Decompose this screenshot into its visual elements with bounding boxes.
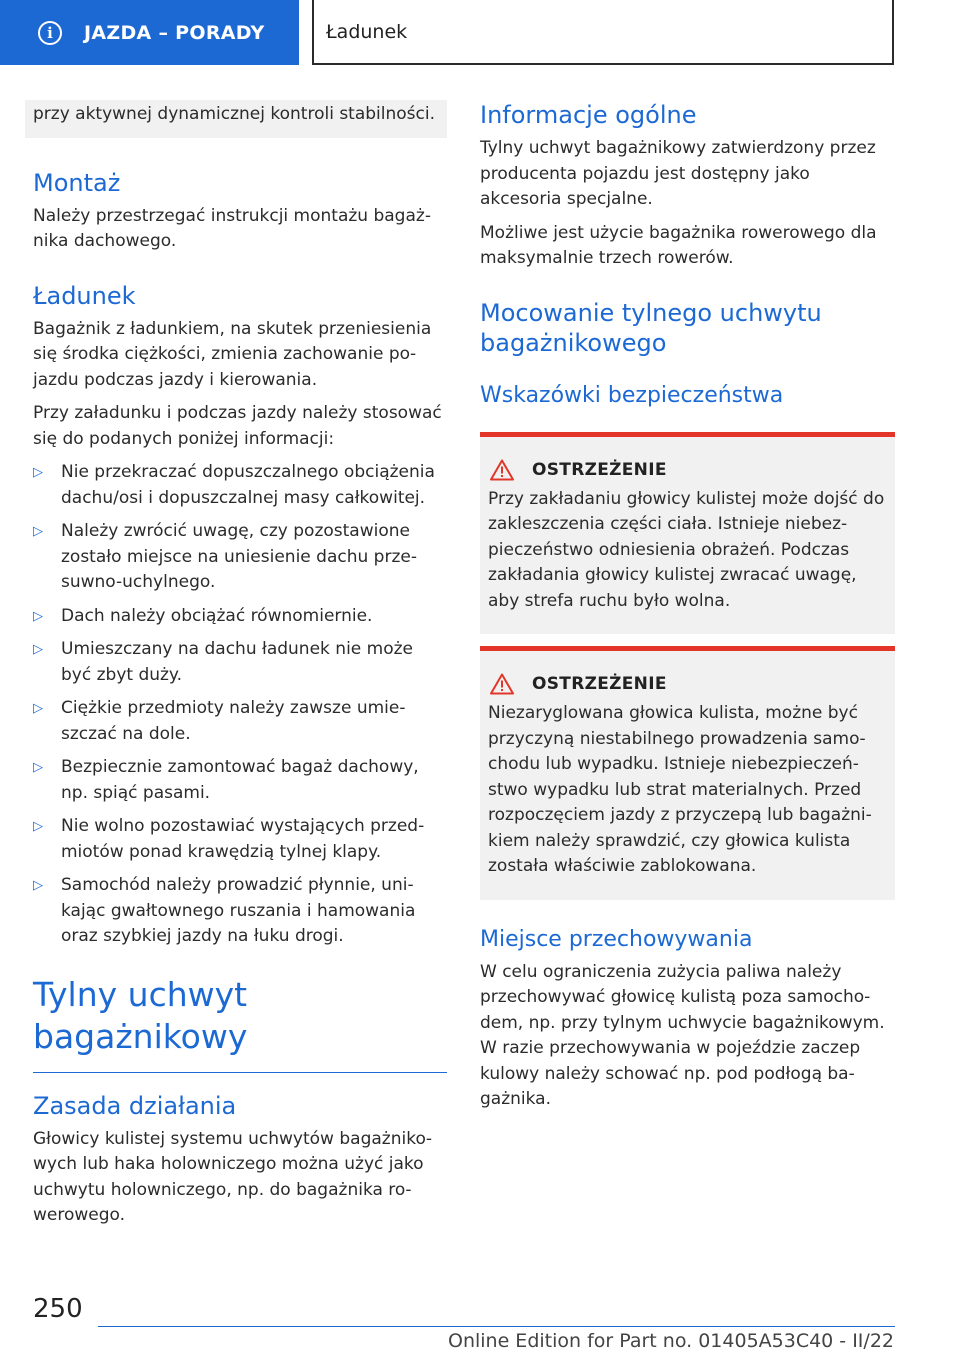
right-column — [480, 100, 895, 1121]
info-heading: Informacje ogólne — [480, 101, 697, 129]
montaz-heading: Montaż — [33, 168, 121, 197]
header-section-label: JAZDA – PORADY — [84, 21, 265, 44]
footer-edition: Online Edition for Part no. 01405A53C40 - II/22 — [447, 1330, 894, 1352]
montaz-text: Należy przestrzegać instrukcji montażu bagażnika dachowego. — [33, 205, 431, 251]
page-number: 250 — [33, 1294, 83, 1324]
list-item: ▷ Nie wolno pozostawiać wystających przedmiotów ponad krawędzią tylnej klapy. — [33, 814, 447, 865]
triangle-bullet-icon: ▷ — [33, 701, 43, 716]
ladunek-paragraph-1: Bagażnik z ładunkiem, na skutek przeniesienia się środka ciężkości, zmienia zachowanie pojazdu podczas jazdy i kierowania. — [33, 318, 432, 390]
intro-note — [25, 100, 447, 138]
header-section-tab — [0, 0, 299, 65]
warning-triangle-icon — [490, 673, 514, 695]
warning-text: Niezaryglowana głowica kulista, możne być przyczyną niestabilnego prowadzenia samochodu lub wypadku. Istnieje niebezpieczeństwo wypadku lub strat materialnych. Przed rozpoczęciem jazdy z przyczepą lub bagażnikiem należy sprawdzić, czy głowica kulista została właściwie zablokowana. — [488, 703, 872, 876]
info-paragraph-1: Tylny uchwyt bagażnikowy zatwierdzony przez producenta pojazdu jest dostępny jako akcesoria specjalne. — [480, 138, 876, 209]
list-item: ▷ Należy zwrócić uwagę, czy pozostawione zostało miejsce na uniesienie dachu przesuwno-uchylnego. — [33, 519, 447, 596]
storage-heading: Miejsce przechowywania — [480, 926, 753, 952]
zasada-heading: Zasada działania — [33, 1091, 237, 1120]
list-item: ▷ Umieszczany na dachu ładunek nie może być zbyt duży. — [33, 637, 447, 688]
info-icon: i — [38, 21, 62, 45]
list-item: ▷ Ciężkie przedmioty należy zawsze umieszczać na dole. — [33, 696, 447, 747]
triangle-bullet-icon: ▷ — [33, 608, 43, 624]
ladunek-paragraph-2: Przy załadunku i podczas jazdy należy stosować się do podanych poniżej informacji: — [33, 403, 442, 449]
warning-label: OSTRZEŻENIE — [532, 459, 667, 480]
left-column — [33, 100, 447, 1237]
list-item: ▷ Bezpiecznie zamontować bagaż dachowy, np. spiąć pasami. — [33, 755, 447, 806]
triangle-bullet-icon: ▷ — [33, 760, 43, 775]
warning-triangle-icon — [490, 459, 514, 481]
mocowanie-heading: Mocowanie tylnego uchwytu bagażnikowego — [480, 298, 822, 357]
storage-text: W celu ograniczenia zużycia paliwa należy przechowywać głowicę kulistą poza samochodem, np. przy tylnym uchwycie bagażnikowym. W razie przechowywania w pojeździe zaczep kulowy należy schować np. pod podłogą bagażnika. — [480, 961, 885, 1109]
zasada-text: Głowicy kulistej systemu uchwytów bagażnikowych lub haka holowniczego można użyć jako uchwytu holowniczego, np. do bagażnika rowerowego. — [33, 1128, 432, 1225]
ladunek-bullet-list — [33, 460, 447, 950]
info-paragraph-2: Możliwe jest użycie bagażnika rowerowego dla maksymalnie trzech rowerów. — [480, 222, 877, 268]
triangle-bullet-icon: ▷ — [33, 819, 43, 834]
header-title: Ładunek — [326, 20, 408, 43]
header-title-box — [312, 0, 894, 65]
list-item: ▷ Dach należy obciążać równomiernie. — [33, 604, 447, 630]
triangle-bullet-icon: ▷ — [33, 878, 43, 893]
warning-text: Przy zakładaniu głowicy kulistej może dojść do zakleszczenia części ciała. Istnieje niebezpieczeństwo odniesienia obrażeń. Podczas zakładania głowicy kulistej zwracać uwagę, aby strefa ruchu było wolna. — [488, 488, 885, 611]
warning-label: OSTRZEŻENIE — [532, 674, 667, 694]
list-item: ▷ Nie przekraczać dopuszczalnego obciążenia dachu/osi i dopuszczalnej masy całkowitej. — [33, 460, 447, 511]
triangle-bullet-icon: ▷ — [33, 524, 43, 539]
chapter-divider — [33, 1072, 447, 1073]
safety-heading: Wskazówki bezpieczeństwa — [480, 382, 784, 408]
list-item: ▷ Samochód należy prowadzić płynnie, unikając gwałtownego ruszania i hamowania oraz szybkiej jazdy na łuku drogi. — [33, 873, 447, 950]
triangle-bullet-icon: ▷ — [33, 642, 43, 657]
ladunek-heading: Ładunek — [33, 281, 136, 310]
chapter-heading: Tylny uchwyt bagażnikowy — [33, 974, 248, 1056]
footer-divider — [98, 1326, 895, 1327]
triangle-bullet-icon: ▷ — [33, 465, 43, 480]
warning-box-1 — [480, 432, 895, 635]
intro-note-text: przy aktywnej dynamicznej kontroli stabilności. — [33, 104, 436, 124]
warning-box-2 — [480, 646, 895, 900]
